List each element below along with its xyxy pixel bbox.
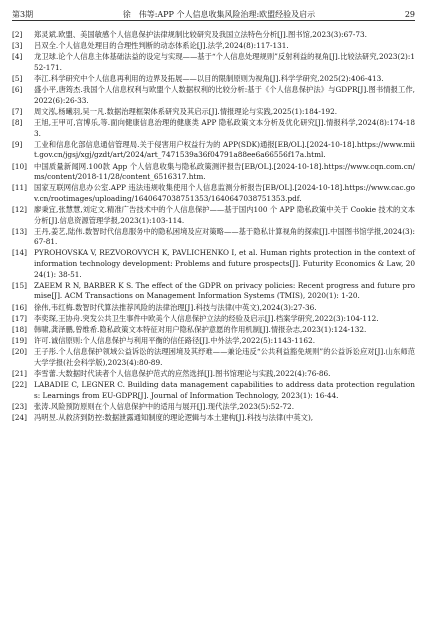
reference-item [12, 41, 415, 52]
reference-text: 张涛.风险预防原则在个人信息保护中的适用与展开[J].现代法学,2023(5):52-72. [34, 401, 295, 411]
reference-number: [8] [12, 118, 23, 128]
reference-text: 冯明昱.从救济到防控:数据泄露通知制度的理论逻辑与本土建构[J].科技与法律(中英文), [34, 412, 314, 422]
reference-item [12, 281, 415, 302]
reference-text: 廖秉宜,张慧慧,刘定文.精准广告技术中的个人信息保护——基于国内100 个 APP 隐私政策中关于 Cookie 技术的文本分析[J].信息资源管理学报,2023(1):103-114. [34, 204, 415, 225]
reference-text: 郑灵斌.欧盟、美国敏感个人信息保护法律规制比较研究及我国立法特色分析[J].图书馆,2023(3):67-73. [34, 30, 367, 39]
reference-item [12, 183, 415, 204]
running-header [12, 0, 415, 21]
reference-item [12, 30, 415, 41]
reference-number: [9] [12, 139, 23, 149]
reference-item [12, 85, 415, 106]
reference-number: [13] [12, 226, 27, 236]
reference-text: 许可.诚信原则:个人信息保护与利用平衡的信任路径[J].中外法学,2022(5):1143-1162. [34, 335, 316, 345]
reference-item [12, 369, 415, 380]
reference-number: [11] [12, 183, 27, 193]
reference-number: [4] [12, 52, 23, 62]
reference-item [12, 347, 415, 368]
reference-number: [16] [12, 302, 27, 312]
reference-item [12, 314, 415, 325]
running-title: 徐 伟等:APP 个人信息收集风险治理:欧盟经验及启示 [122, 10, 316, 19]
reference-item [12, 140, 415, 161]
reference-item [12, 227, 415, 248]
reference-text: 中国质量新闻网.100款 App 个人信息收集与隐私政策测评报告[EB/OL].[2024-10-18].https://www.cqn.com.cn/ms/content/2018-11/28/content_6516317.htm. [34, 161, 415, 182]
reference-number: [17] [12, 313, 27, 323]
reference-text: 王丹,姜艺,陆伟.数智时代信息服务中的隐私困境及应对策略——基于隐私计算视角的探索[J].中国图书馆学报,2024(3):67-81. [34, 226, 415, 247]
reference-text: 周文泓,杨曦羽,吴一凡.数据治理框架体系研究及其启示[J].情报理论与实践,2025(1):184-192. [34, 106, 338, 116]
reference-item [12, 74, 415, 85]
reference-number: [21] [12, 368, 27, 378]
reference-number: [5] [12, 74, 23, 84]
reference-number: [20] [12, 347, 27, 357]
reference-item [12, 402, 415, 413]
reference-item [12, 118, 415, 139]
reference-text: 国家互联网信息办公室.APP 违法违规收集使用个人信息监测分析报告[EB/OL].[2024-10-18].https://www.cac.gov.cn/rootimages/uploading/1640647038751353/1640647038751353.pdf. [34, 183, 415, 203]
reference-item [12, 248, 415, 280]
reference-text: LABADIE C, LEGNER C. Building data management capabilities to address data protection regulations: Learnings from EU-GDPR[J]. Journal of Information Technology, 2023(1): 16-44. [34, 379, 415, 400]
reference-text: 徐伟,韦红梅.数智时代算法推荐风险的法律治理[J].科技与法律(中英文),2024(3):27-36. [34, 302, 317, 312]
reference-number: [15] [12, 280, 27, 290]
issue-number: 第3期 [12, 10, 34, 19]
reference-number: [12] [12, 204, 27, 214]
reference-item [12, 303, 415, 314]
reference-number: [10] [12, 161, 27, 171]
reference-text: 盛小平,唐筠杰.我国个人信息权利与欧盟个人数据权利的比较分析:基于《个人信息保护法》与GDPR[J].图书情报工作,2022(6):26-33. [34, 85, 415, 105]
reference-number: [18] [12, 324, 27, 334]
reference-item [12, 162, 415, 183]
reference-text: ZAEEM R N, BARBER K S. The effect of the GDPR on privacy policies: Recent progress and future promise[J]. ACM Transactions on Management Information Systems (TMIS), 2020(1): 1-20. [34, 280, 415, 301]
reference-item [12, 107, 415, 118]
reference-number: [6] [12, 85, 23, 95]
reference-item [12, 413, 415, 424]
reference-number: [3] [12, 41, 23, 51]
reference-text: 李江.科学研究中个人信息再利用的边界及拓展——以目的限制原则为视角[J].科学学研究,2025(2):406-413. [34, 74, 384, 84]
reference-text: 李雪蕾.大数据时代读者个人信息保护范式的应然选择[J].图书馆理论与实践,2022(4):76-86. [34, 368, 331, 378]
reference-text: 王旭,王甲可,宫博乐,等.面向健康信息治理的健康类 APP 隐私政策文本分析及优化研究[J].情报科学,2024(8):174-183. [34, 118, 415, 138]
reference-text: 李奕琛,王协舟.突发公共卫生事件中欧美个人信息保护立法的经验及启示[J].档案学研究,2022(3):104-112. [34, 313, 379, 323]
reference-number: [14] [12, 248, 27, 258]
reference-text: 王子彤.个人信息保护领域公益诉讼的法理困境及其纾难——兼论违反“公共利益豁免规则”的公益诉讼应对[J].山东师范大学学报(社会科学版),2023(4):80-89. [34, 347, 415, 367]
reference-number: [22] [12, 379, 27, 389]
reference-item [12, 52, 415, 73]
reference-number: [23] [12, 401, 27, 411]
reference-number: [2] [12, 30, 23, 39]
reference-list [12, 30, 415, 423]
reference-item [12, 380, 415, 401]
reference-item [12, 336, 415, 347]
reference-text: 吕双全.个人信息处理目的合理性判断的动态体系论[J].法学,2024(8):117-131. [34, 41, 289, 51]
reference-number: [24] [12, 412, 27, 422]
reference-number: [19] [12, 335, 27, 345]
page-number: 29 [404, 10, 415, 19]
reference-text: PYROHOVSKA V, REZVOROVYCH K, PAVLICHENKO I, et al. Human rights protection in the context of information technology development: Problems and future prospects[J]. Futurity Economics & Law, 2024(1): 38-51. [34, 248, 415, 279]
reference-text: 韩啸,龚泽鹏,曾维希.隐私政策文本特征对用户隐私保护意愿的作用机制[J].情报杂志,2023(1):124-132. [34, 324, 367, 334]
reference-text: 龙卫球.论个人信息主体基础法益的设定与实现——基于“个人信息处理规则”反射利益的视角[J].比较法研究,2023(2):152-171. [34, 52, 415, 72]
reference-item [12, 325, 415, 336]
reference-text: 工业和信息化部信息通信管理局.关于侵害用户权益行为的 APP(SDK)通报[EB/OL].[2024-10-18].https://www.miit.gov.cn/jgsj/xgj/gzdt/art/2024/art_7471539a36f04791a88ee6a66556f17a.html. [34, 139, 415, 160]
reference-item [12, 205, 415, 226]
reference-number: [7] [12, 106, 23, 116]
